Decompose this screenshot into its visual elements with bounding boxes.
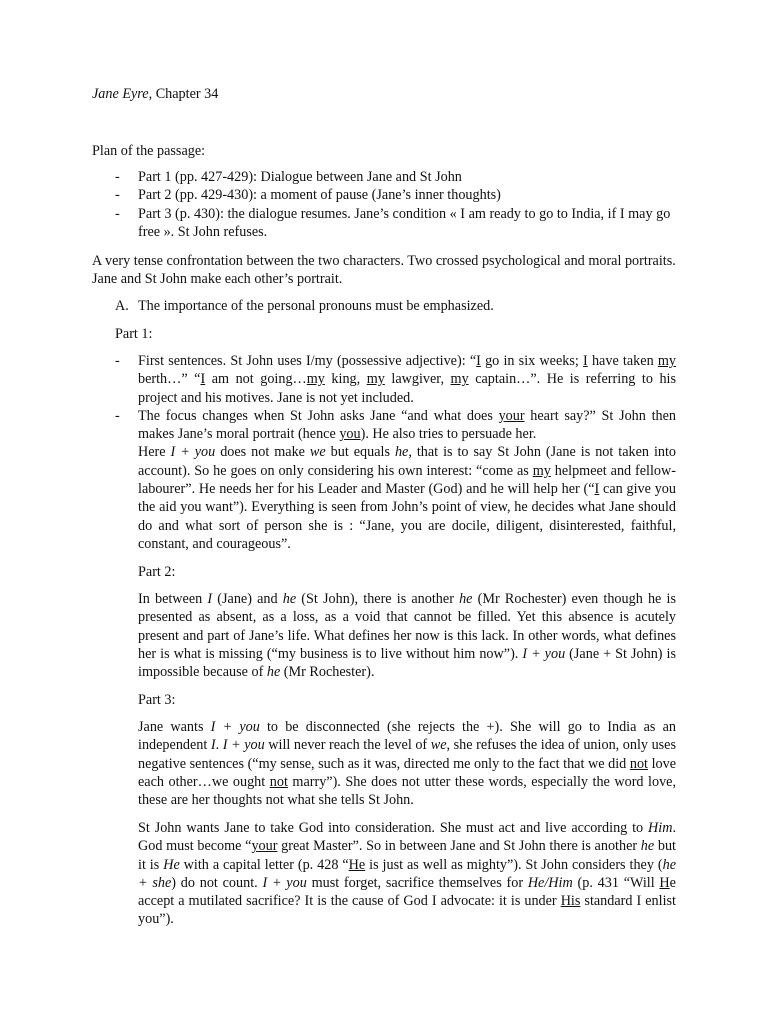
part3-paragraph-2: St John wants Jane to take God into consideration. She must act and live according to Him. God must become “your great Master”. So in between Jane and St John there is another he but it is He with a capital letter (p. 428 “He is just as well as mighty”). St John considers they (he + she) do not count. I + you must forget, sacrifice themselves for He/Him (p. 431 “Will He accept a mutilated sacrifice? It is the cause of God I advocate: it is under His standard I enlist you”). (138, 820, 676, 928)
part1-bullet-2 (92, 407, 676, 553)
intro-paragraph: A very tense confrontation between the two characters. Two crossed psychological and moral portraits. Jane and St John make each other’s portrait. (92, 253, 676, 288)
part1-bullet-1 (92, 352, 676, 407)
section-marker: A. (115, 298, 129, 314)
book-title: Jane Eyre (92, 86, 149, 102)
part1-list (92, 352, 676, 553)
part1-bullet-2-continuation: Here I + you does not make we but equals he, that is to say St John (Jane is not taken into account). So he goes on only considering his own interest: “come as my helpmeet and fellow-labourer”. He needs her for his Leader and Master (God) and he will help her (“I can give you the aid you want”). Everything is seen from John’s point of view, he decides what Jane should do and what sort of person she is : “Jane, you are docile, diligent, disinterested, faithful, constant, and courageous”. (138, 444, 677, 552)
list-dash: - (115, 169, 120, 185)
part1-bullet-2-text: The focus changes when St John asks Jane “and what does your heart say?” St John then makes Jane’s moral portrait (hence you). He also tries to persuade her. (138, 407, 677, 443)
plan-list (92, 168, 676, 241)
part3-paragraph-1: Jane wants I + you to be disconnected (she rejects the +). She will go to India as an independent I. I + you will never reach the level of we, she refuses the idea of union, only uses negative sentences (“my sense, such as it was, directed me only to the fact that we did not love each other…we ought not marry”). She does not utter these words, especially the word love, these are her thoughts not what she tells St John. (138, 719, 677, 809)
list-dash: - (115, 407, 120, 424)
part3-label: Part 3: (138, 692, 176, 708)
plan-item-1: - Part 1 (pp. 427-429): Dialogue between Jane and St John (115, 169, 462, 185)
part2-label: Part 2: (138, 564, 176, 580)
plan-item-2: - Part 2 (pp. 429-430): a moment of pause (Jane’s inner thoughts) (115, 187, 501, 204)
plan-item-3: - Part 3 (p. 430): the dialogue resumes. Jane’s condition « I am ready to go to India, if I may go free ». St John refuses. (115, 205, 671, 240)
section-a-heading: A. The importance of the personal pronouns must be emphasized. (115, 298, 494, 314)
list-dash: - (115, 187, 120, 204)
part1-label: Part 1: (115, 326, 153, 342)
list-dash: - (115, 205, 120, 222)
plan-heading: Plan of the passage: (92, 143, 206, 159)
part2-paragraph: In between I (Jane) and he (St John), there is another he (Mr Rochester) even though he is presented as absent, as a loss, as a void that cannot be filled. Yet this absence is acutely present and part of Jane’s life. What defines her now is this lack. In other words, what defines her is what is missing (“my business is to live without him now”). I + you (Jane + St John) is impossible because of he (Mr Rochester). (138, 591, 676, 681)
document-title: Jane Eyre, Chapter 34 (92, 86, 219, 102)
list-dash: - (115, 353, 120, 369)
part1-bullet-1-text: First sentences. St John uses I/my (possessive adjective): “I go in six weeks; I have taken my berth…” “I am not going…my king, my lawgiver, my captain…”. He is referring to his project and his motives. Jane is not yet included. (138, 353, 677, 406)
